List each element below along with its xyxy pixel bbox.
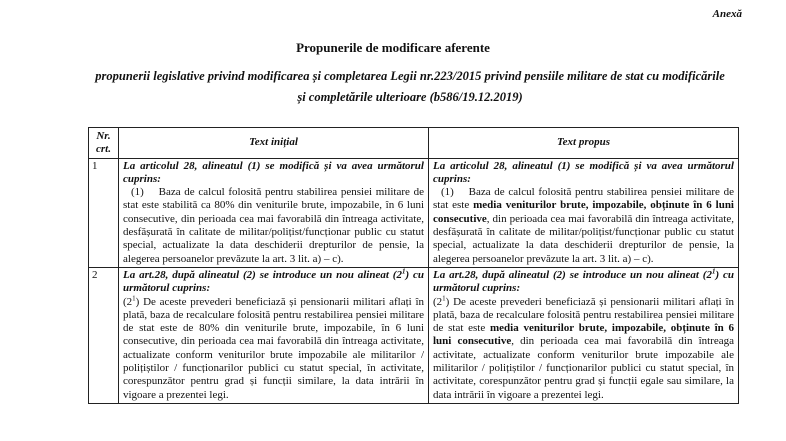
amendment-body xyxy=(123,293,424,402)
table-row xyxy=(89,158,739,267)
amendments-table xyxy=(88,127,739,404)
paragraph-text-rest: , din perioada cea mai favorabilă din întreaga activitate, actualizate conform veniturilor brute impozabile ale militarilor / polițiștilor / funcționarilor publici cu statut special, în activitate, corespunzător pentru grad și funcții egale sau similare, la data intrării în vigoare a prezentei legi. xyxy=(433,335,734,401)
amendment-heading: La articolul 28, alineatul (1) se modifică și va avea următorul cuprins: xyxy=(123,159,424,185)
heading-superscript: 1 xyxy=(711,267,716,276)
paragraph-bold-change: media veniturilor brute, impozabile, obținute în 6 luni consecutive xyxy=(433,199,734,225)
paragraph-text: ) De aceste prevederi beneficiază și pensionarii militari aflați în plată, baza de recalculare folosită pentru restabilirea pensiei militare de stat este xyxy=(433,295,734,335)
paragraph-label: (2 xyxy=(433,295,443,308)
paragraph-bold-change: media veniturilor brute, impozabile, obținute în 6 luni consecutive xyxy=(433,322,734,348)
paragraph-label-superscript: 1 xyxy=(132,293,136,302)
document-subtitle: propunerii legislative privind modificarea și completarea Legii nr.223/2015 privind pensiile militare de stat cu modificările și completările ulterioare (b586/19.12.2019) xyxy=(95,69,725,104)
proposed-text-cell xyxy=(429,267,739,403)
annex-label: Anexă xyxy=(712,8,742,20)
amendment-body xyxy=(123,186,424,266)
table-row xyxy=(89,267,739,403)
amendment-heading xyxy=(433,269,734,296)
amendment-body xyxy=(433,293,734,402)
amendment-body xyxy=(433,186,734,266)
row-number: 1 xyxy=(89,158,119,267)
initial-text-cell xyxy=(119,267,429,403)
paragraph-label: (1) xyxy=(441,186,454,199)
header-proposed-text: Text propus xyxy=(429,128,739,159)
header-nr-line1: Nr. xyxy=(96,130,111,142)
paragraph-text: ) De aceste prevederi beneficiază și pensionarii militari aflați în plată, baza de recalculare folosită pentru restabilirea pensiei militare de stat este de 80% din veniturile brute, impozabile, în 6 luni consecutive, din perioada cea mai favorabilă din întreaga activitate, actualizate conform veniturilor brute impozabile ale militarilor / polițiștilor / funcționarilor publici cu statut special, în activitate, corespunzător pentru grad și funcții similare, la data intrării în vigoare a prezentei legi. xyxy=(123,295,424,401)
amendment-heading: La articolul 28, alineatul (1) se modifică și va avea următorul cuprins: xyxy=(433,159,734,185)
header-initial-text: Text inițial xyxy=(119,128,429,159)
heading-text: La art.28, după alineatul (2) se introduce un nou alineat (2 xyxy=(433,268,712,281)
document-title: Propunerile de modificare aferente xyxy=(296,40,490,55)
paragraph-label: (1) xyxy=(131,186,144,199)
heading-superscript: 1 xyxy=(401,267,406,276)
paragraph-label-superscript: 1 xyxy=(442,293,446,302)
heading-text: La art.28, după alineatul (2) se introduce un nou alineat (2 xyxy=(123,268,402,281)
row-number: 2 xyxy=(89,267,119,403)
paragraph-text: Baza de calcul folosită pentru stabilirea pensiei militare de stat este stabilită ca 80% din veniturile brute, impozabile, în 6 luni consecutive, din perioada cea mai favorabilă din întreaga activitate, desfășurată în calitate de militar/polițist/funcționar public cu statut special, actualizate la data deschiderii drepturilor de pensie, la alegerea persoanelor prevăzute la art. 3 lit. a) – c). xyxy=(123,186,424,265)
header-nr xyxy=(89,128,119,159)
header-nr-line2: crt. xyxy=(96,143,111,156)
amendment-heading xyxy=(123,269,424,296)
paragraph-label: (2 xyxy=(123,295,133,308)
heading-text-rest: ) cu următorul cuprins: xyxy=(433,268,734,295)
initial-text-cell xyxy=(119,158,429,267)
heading-text-rest: ) cu următorul cuprins: xyxy=(123,268,424,295)
paragraph-text-rest: , din perioada cea mai favorabilă din întreaga activitate, desfășurată în calitate de militar/polițist/funcționar public cu statut special, actualizate la data deschiderii drepturilor de pensie, la alegerea persoanelor prevăzute la art. 3 lit. a) – c). xyxy=(433,212,734,265)
paragraph-text: Baza de calcul folosită pentru stabilirea pensiei militare de stat este xyxy=(433,186,734,212)
proposed-text-cell xyxy=(429,158,739,267)
table-header-row xyxy=(89,128,739,159)
